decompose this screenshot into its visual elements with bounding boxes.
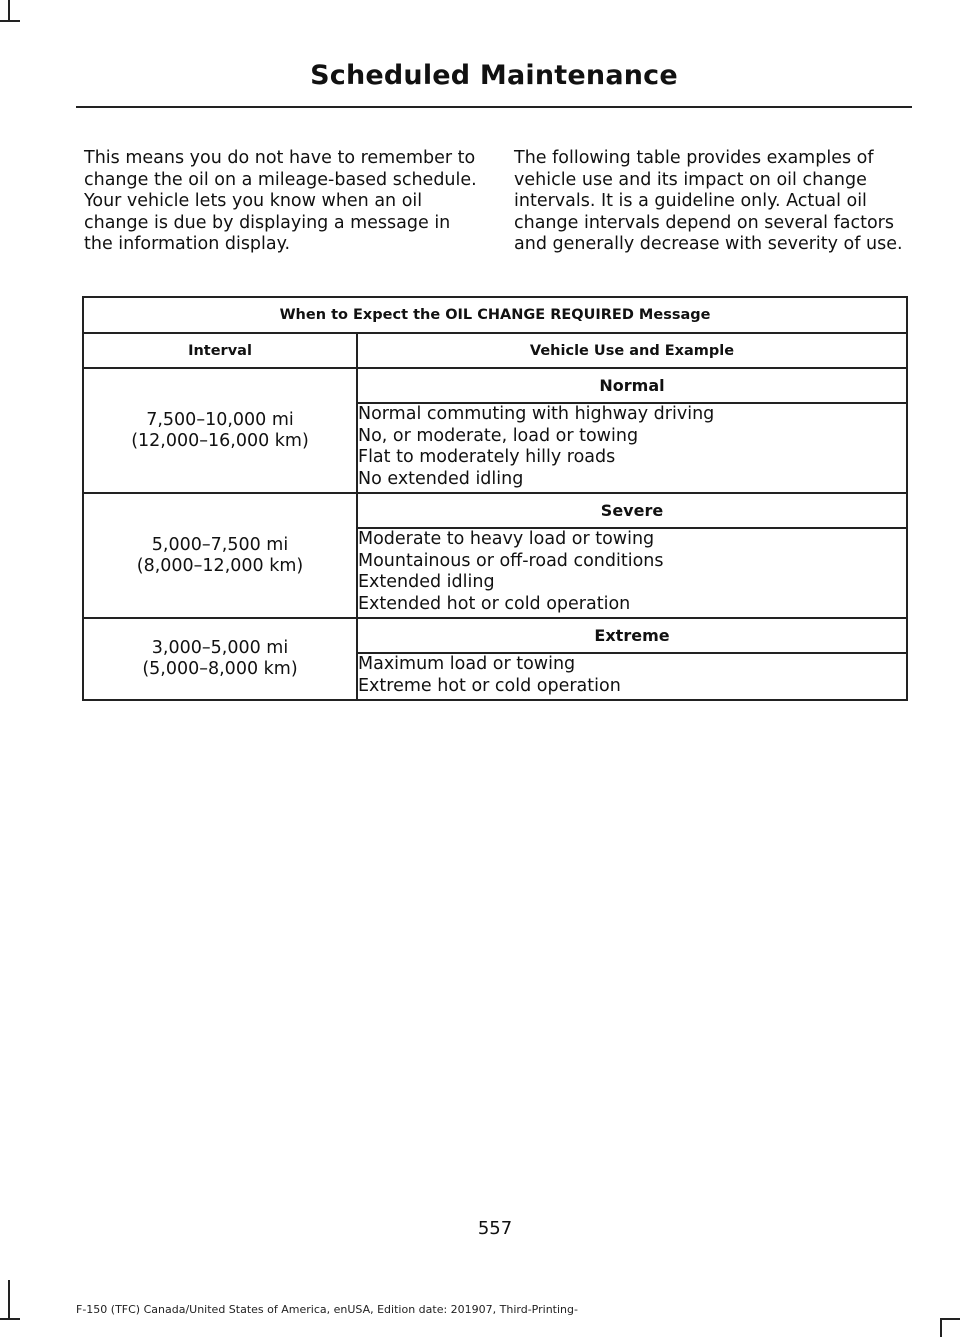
page-title: Scheduled Maintenance [310,60,678,91]
example-item: Flat to moderately hilly roads [358,447,616,467]
interval-miles: 5,000–7,500 mi [151,534,289,555]
crop-mark [0,20,20,22]
intro-right-text: The following table provides examples of vehicle use and its impact on oil change intervals. It is a guideline only. Actual oil change intervals depend on several factors and generally decrease with severity of use. [514,148,903,254]
column-header-interval: Interval [83,333,357,368]
category-cell: Severe [357,493,907,528]
intro-left-column [84,148,482,256]
examples-cell [357,403,907,493]
interval-km: (8,000–12,000 km) [136,555,304,576]
crop-mark [8,0,10,20]
example-item: No extended idling [358,468,524,489]
interval-km: (12,000–16,000 km) [131,430,309,451]
example-item: No, or moderate, load or towing [358,425,639,446]
footer-edition-text: F-150 (TFC) Canada/United States of America, enUSA, Edition date: 201907, Third-Printing- [76,1303,578,1316]
table-row [83,618,907,653]
table-caption: When to Expect the OIL CHANGE REQUIRED Message [83,297,907,333]
page-number: 557 [477,1218,513,1239]
category-cell: Extreme [357,618,907,653]
header-rule [76,106,912,108]
example-item: Moderate to heavy load or towing [358,529,655,549]
intro-left-text: This means you do not have to remember to change the oil on a mileage-based schedule. Your vehicle lets you know when an oil change is due by displaying a message in the information display. [84,148,477,254]
crop-mark [940,1318,960,1320]
examples-cell [357,653,907,700]
table-header-row [83,333,907,368]
table-row [83,368,907,403]
examples-cell [357,528,907,618]
oil-change-table [82,296,908,701]
example-item: Normal commuting with highway driving [358,404,715,424]
crop-mark [940,1320,942,1337]
category-cell: Normal [357,368,907,403]
example-item: Extended hot or cold operation [358,593,631,614]
interval-miles: 3,000–5,000 mi [151,638,289,658]
example-item: Mountainous or off-road conditions [358,550,664,571]
interval-cell [83,493,357,618]
table-caption-row [83,297,907,333]
crop-mark [8,1280,10,1320]
example-item: Extended idling [358,572,495,592]
interval-miles: 7,500–10,000 mi [146,409,294,430]
table-row [83,493,907,528]
example-item: Extreme hot or cold operation [358,675,621,696]
crop-mark [0,1318,20,1320]
column-header-vehicle-use: Vehicle Use and Example [357,333,907,368]
interval-cell [83,618,357,700]
example-item: Maximum load or towing [358,654,576,674]
interval-km: (5,000–8,000 km) [142,659,298,679]
intro-right-column [514,148,910,256]
interval-cell [83,368,357,493]
